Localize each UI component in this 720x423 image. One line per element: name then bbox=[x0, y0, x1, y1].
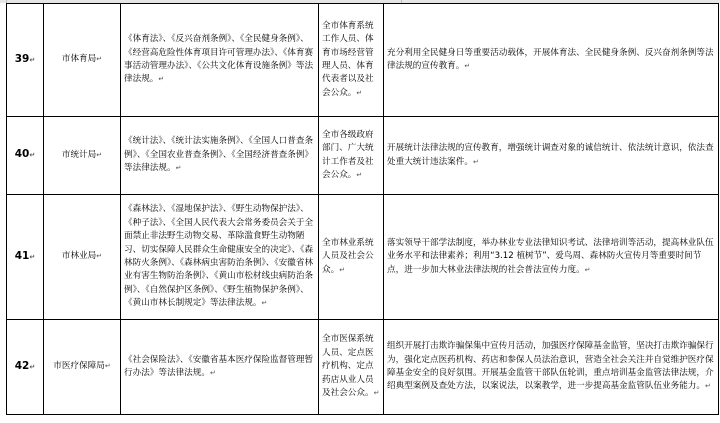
measures-text: 开展统计法律法规的宣传教育，增强统计调查对象的诚信统计、依法统计意识，依法查处重大统计违法案件。 bbox=[387, 143, 714, 167]
department-name: 市统计局 bbox=[61, 149, 97, 160]
laws-cell: 《统计法》、《统计法实施条例》、《全国人口普查条例》、《全国农业普查条例》、《全国经济普查条例》等法律法规。↵ bbox=[121, 117, 319, 195]
table-row bbox=[7, 4, 719, 117]
department-name: 市林业局 bbox=[61, 251, 97, 262]
row-number: 40 bbox=[14, 148, 30, 161]
table-row bbox=[7, 195, 719, 320]
audience-text: 全市林业系统人员及社会公众。 bbox=[322, 237, 374, 275]
audience-text: 全市医保系统人员、定点医疗机构、定点药店从业人员及社会公众。 bbox=[322, 334, 374, 399]
measures-text: 落实领导干部学法制度，举办林业专业法律知识考试、法律培训等活动，提高林业队伍业务水平和法律素养；利用“3.12 植树节”、爱鸟周、森林防火宣传月等重要时间节点，进一步加大林业法律法规的社会普法宣传力度。 bbox=[387, 237, 714, 275]
row-number: 42 bbox=[14, 359, 30, 372]
laws-cell: 《森林法》、《湿地保护法》、《野生动物保护法》、《种子法》、《全国人民代表大会常务委员会关于全面禁止非法野生动物交易、革除滥食野生动物陋习、切实保障人民群众生命健康安全的决定》、《森林防火条例》、《森林病虫害防治条例》、《安徽省林业有害生物防治条例》、《黄山市松材线虫病防治条例》、《自然保护区条例》、《野生植物保护条例》、《黄山市林长制规定》等法律法规。↵ bbox=[121, 195, 319, 320]
laws-cell: 《体育法》、《反兴奋剂条例》、《全民健身条例》、《经营高危险性体育项目许可管理办法》、《体育赛事活动管理办法》、《公共文化体育设施条例》等法律法规。↵ bbox=[121, 4, 319, 117]
measures-cell: 组织开展打击欺诈骗保集中宣传月活动，加强医疗保障基金监管，坚决打击欺诈骗保行为，强化定点医药机构、药店和参保人员法治意识，营造全社会关注并自觉维护医疗保障基金安全的良好氛围。开展基金监管干部队伍轮训，重点培训基金监管法律法规，介绍典型案例及查处方法，以案说法，以案教学，进一步提高基金监管队伍业务能力。↵ bbox=[384, 320, 719, 415]
department-cell: 市体育局↵ bbox=[44, 4, 121, 117]
row-number: 39 bbox=[14, 52, 30, 65]
audience-cell: 全市体育系统工作人员、体育市场经营管理人员、体育代表者以及社会公众。↵ bbox=[319, 4, 384, 117]
measures-text: 充分利用全民健身日等重要活动载体，开展体育法、全民健身条例、反兴奋剂条例等法律法规的宣传教育。 bbox=[387, 47, 714, 71]
department-name: 市医疗保障局 bbox=[53, 361, 105, 372]
department-name: 市体育局 bbox=[61, 54, 97, 65]
laws-text: 《社会保险法》、《安徽省基本医疗保险监督管理暂行办法》等法律法规。 bbox=[124, 354, 314, 378]
audience-text: 全市各级政府部门、广大统计工作者及社会公众。 bbox=[322, 129, 374, 180]
table-row bbox=[7, 117, 719, 195]
row-number: 41 bbox=[14, 249, 30, 262]
law-publicity-table bbox=[6, 3, 719, 415]
department-cell: 市医疗保障局↵ bbox=[44, 320, 121, 415]
row-number-cell: 41↵ bbox=[7, 195, 44, 320]
table-row bbox=[7, 320, 719, 415]
laws-cell: 《社会保险法》、《安徽省基本医疗保险监督管理暂行办法》等法律法规。↵ bbox=[121, 320, 319, 415]
row-number-cell: 40↵ bbox=[7, 117, 44, 195]
measures-cell: 开展统计法律法规的宣传教育，增强统计调查对象的诚信统计、依法统计意识，依法查处重大统计违法案件。↵ bbox=[384, 117, 719, 195]
laws-text: 《统计法》、《统计法实施条例》、《全国人口普查条例》、《全国农业普查条例》、《全国经济普查条例》等法律法规。 bbox=[124, 136, 314, 174]
measures-cell: 充分利用全民健身日等重要活动载体，开展体育法、全民健身条例、反兴奋剂条例等法律法规的宣传教育。↵ bbox=[384, 4, 719, 117]
laws-text: 《森林法》、《湿地保护法》、《野生动物保护法》、《种子法》、《全国人民代表大会常务委员会关于全面禁止非法野生动物交易、革除滥食野生动物陋习、切实保障人民群众生命健康安全的决定》、《森林防火条例》、《森林病虫害防治条例》、《安徽省林业有害生物防治条例》、《黄山市松材线虫病防治条例》、《自然保护区条例》、《野生植物保护条例》、《黄山市林长制规定》等法律法规。 bbox=[124, 204, 314, 309]
department-cell: 市林业局↵ bbox=[44, 195, 121, 320]
row-number-cell: 42↵ bbox=[7, 320, 44, 415]
audience-cell: 全市各级政府部门、广大统计工作者及社会公众。↵ bbox=[319, 117, 384, 195]
laws-text: 《体育法》、《反兴奋剂条例》、《全民健身条例》、《经营高危险性体育项目许可管理办法》、《体育赛事活动管理办法》、《公共文化体育设施条例》等法律法规。 bbox=[124, 34, 314, 85]
department-cell: 市统计局↵ bbox=[44, 117, 121, 195]
audience-cell: 全市医保系统人员、定点医疗机构、定点药店从业人员及社会公众。↵ bbox=[319, 320, 384, 415]
audience-cell: 全市林业系统人员及社会公众。↵ bbox=[319, 195, 384, 320]
audience-text: 全市体育系统工作人员、体育市场经营管理人员、体育代表者以及社会公众。 bbox=[322, 20, 374, 98]
measures-text: 组织开展打击欺诈骗保集中宣传月活动，加强医疗保障基金监管，坚决打击欺诈骗保行为，强化定点医药机构、药店和参保人员法治意识，营造全社会关注并自觉维护医疗保障基金安全的良好氛围。开展基金监管干部队伍轮训，重点培训基金监管法律法规，介绍典型案例及查处方法，以案说法，以案教学，进一步提高基金监管队伍业务能力。 bbox=[387, 341, 714, 392]
row-number-cell: 39↵ bbox=[7, 4, 44, 117]
measures-cell: 落实领导干部学法制度，举办林业专业法律知识考试、法律培训等活动，提高林业队伍业务水平和法律素养；利用“3.12 植树节”、爱鸟周、森林防火宣传月等重要时间节点，进一步加大林业法律法规的社会普法宣传力度。↵ bbox=[384, 195, 719, 320]
